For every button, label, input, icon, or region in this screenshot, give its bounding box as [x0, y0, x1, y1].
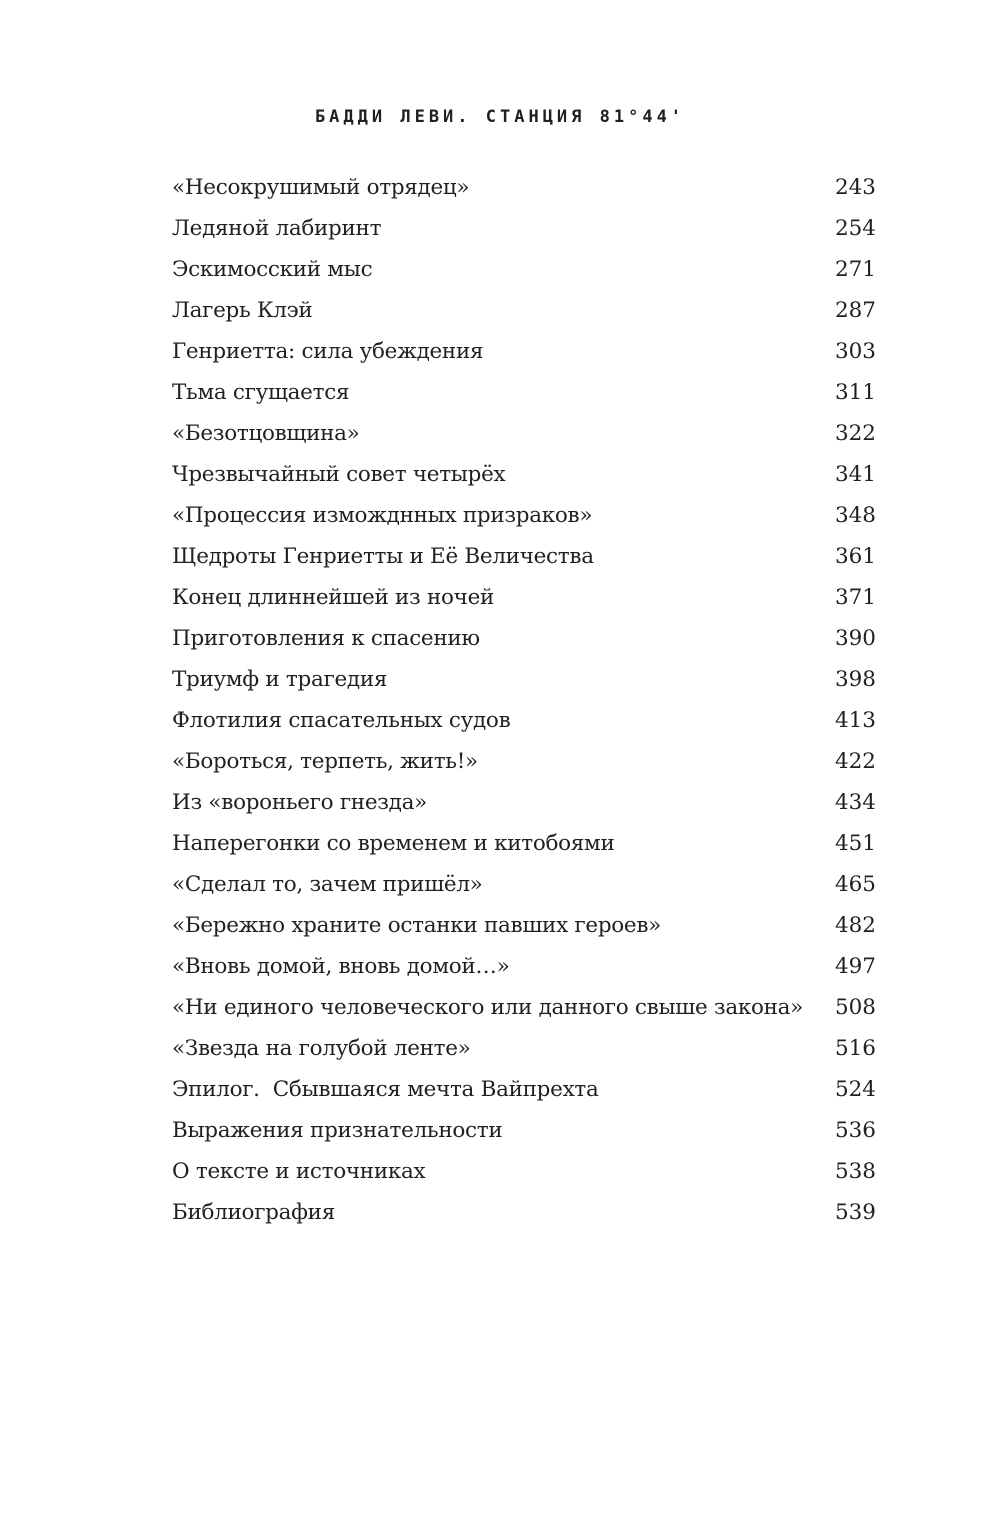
- toc-entry: [172, 457, 876, 498]
- toc-entry-page: 341: [834, 462, 876, 487]
- toc-entry-title: «Несокрушимый отрядец»: [172, 175, 470, 200]
- toc-entry-title: Флотилия спасательных судов: [172, 708, 511, 733]
- toc-entry-title: Щедроты Генриетты и Её Величества: [172, 544, 594, 569]
- toc-entry-page: 482: [834, 913, 876, 938]
- toc-entry-title: «Сделал то, зачем пришёл»: [172, 872, 483, 897]
- toc-entry: [172, 744, 876, 785]
- toc-entry-page: 538: [834, 1159, 876, 1184]
- toc-entry: [172, 293, 876, 334]
- toc-entry-title: «Безотцовщина»: [172, 421, 360, 446]
- toc-entry: [172, 334, 876, 375]
- toc-entry-page: 422: [834, 749, 876, 774]
- toc-entry: [172, 621, 876, 662]
- toc-entry-title: Наперегонки со временем и китобоями: [172, 831, 615, 856]
- toc-entry: [172, 662, 876, 703]
- toc-entry: [172, 539, 876, 580]
- toc-entry: [172, 498, 876, 539]
- toc-entry-title: Конец длиннейшей из ночей: [172, 585, 495, 610]
- toc-entry: [172, 785, 876, 826]
- toc-entry-title: Лагерь Клэй: [172, 298, 313, 323]
- toc-entry: [172, 949, 876, 990]
- running-head: БАДДИ ЛЕВИ. СТАНЦИЯ 81°44': [314, 107, 686, 127]
- toc-entry-title: Генриетта: сила убеждения: [172, 339, 484, 364]
- toc-entry-page: 516: [834, 1036, 876, 1061]
- toc-entry: [172, 826, 876, 867]
- toc-entry-page: 434: [834, 790, 876, 815]
- toc-entry-title: Тьма сгущается: [172, 380, 350, 405]
- toc-entry-title: Ледяной лабиринт: [172, 216, 382, 241]
- toc-entry-title: Эпилог. Сбывшаяся мечта Вайпрехта: [172, 1077, 599, 1102]
- toc-entry: [172, 1031, 876, 1072]
- toc-entry: [172, 252, 876, 293]
- toc-entry-page: 348: [834, 503, 876, 528]
- toc-entry: [172, 867, 876, 908]
- table-of-contents: [172, 170, 876, 1236]
- toc-entry-page: 539: [834, 1200, 876, 1225]
- toc-entry-title: «Процессия изможднных призраков»: [172, 503, 593, 528]
- toc-entry-page: 271: [834, 257, 876, 282]
- toc-entry-title: Библиография: [172, 1200, 335, 1225]
- toc-entry-page: 524: [834, 1077, 876, 1102]
- toc-entry: [172, 211, 876, 252]
- toc-entry-title: «Бережно храните останки павших героев»: [172, 913, 662, 938]
- toc-entry-title: Приготовления к спасению: [172, 626, 480, 651]
- toc-entry-title: «Ни единого человеческого или данного свыше закона»: [172, 995, 804, 1020]
- toc-entry-page: 465: [834, 872, 876, 897]
- toc-entry-page: 371: [834, 585, 876, 610]
- toc-entry-page: 243: [834, 175, 876, 200]
- toc-entry: [172, 416, 876, 457]
- toc-entry-page: 413: [834, 708, 876, 733]
- toc-entry-title: «Бороться, терпеть, жить!»: [172, 749, 478, 774]
- toc-entry-page: 536: [834, 1118, 876, 1143]
- toc-entry: [172, 1072, 876, 1113]
- toc-entry-page: 451: [834, 831, 876, 856]
- toc-entry: [172, 170, 876, 211]
- toc-entry-title: Триумф и трагедия: [172, 667, 388, 692]
- toc-entry-page: 361: [834, 544, 876, 569]
- toc-entry-page: 322: [834, 421, 876, 446]
- toc-entry-page: 287: [834, 298, 876, 323]
- toc-entry-title: Выражения признательности: [172, 1118, 503, 1143]
- toc-entry-title: «Звезда на голубой ленте»: [172, 1036, 471, 1061]
- toc-entry-title: О тексте и источниках: [172, 1159, 426, 1184]
- toc-entry: [172, 1113, 876, 1154]
- toc-entry-title: Из «вороньего гнезда»: [172, 790, 427, 815]
- toc-entry-page: 303: [834, 339, 876, 364]
- toc-entry: [172, 990, 876, 1031]
- toc-entry: [172, 580, 876, 621]
- toc-entry-page: 390: [834, 626, 876, 651]
- toc-entry-page: 311: [834, 380, 876, 405]
- toc-entry-title: Чрезвычайный совет четырёх: [172, 462, 506, 487]
- toc-entry: [172, 908, 876, 949]
- toc-entry-page: 508: [834, 995, 876, 1020]
- toc-entry-page: 398: [834, 667, 876, 692]
- toc-entry-title: Эскимосский мыс: [172, 257, 373, 282]
- toc-entry: [172, 703, 876, 744]
- toc-entry-page: 497: [834, 954, 876, 979]
- toc-entry: [172, 375, 876, 416]
- toc-entry: [172, 1195, 876, 1236]
- toc-entry-title: «Вновь домой, вновь домой…»: [172, 954, 510, 979]
- toc-entry-page: 254: [834, 216, 876, 241]
- toc-entry: [172, 1154, 876, 1195]
